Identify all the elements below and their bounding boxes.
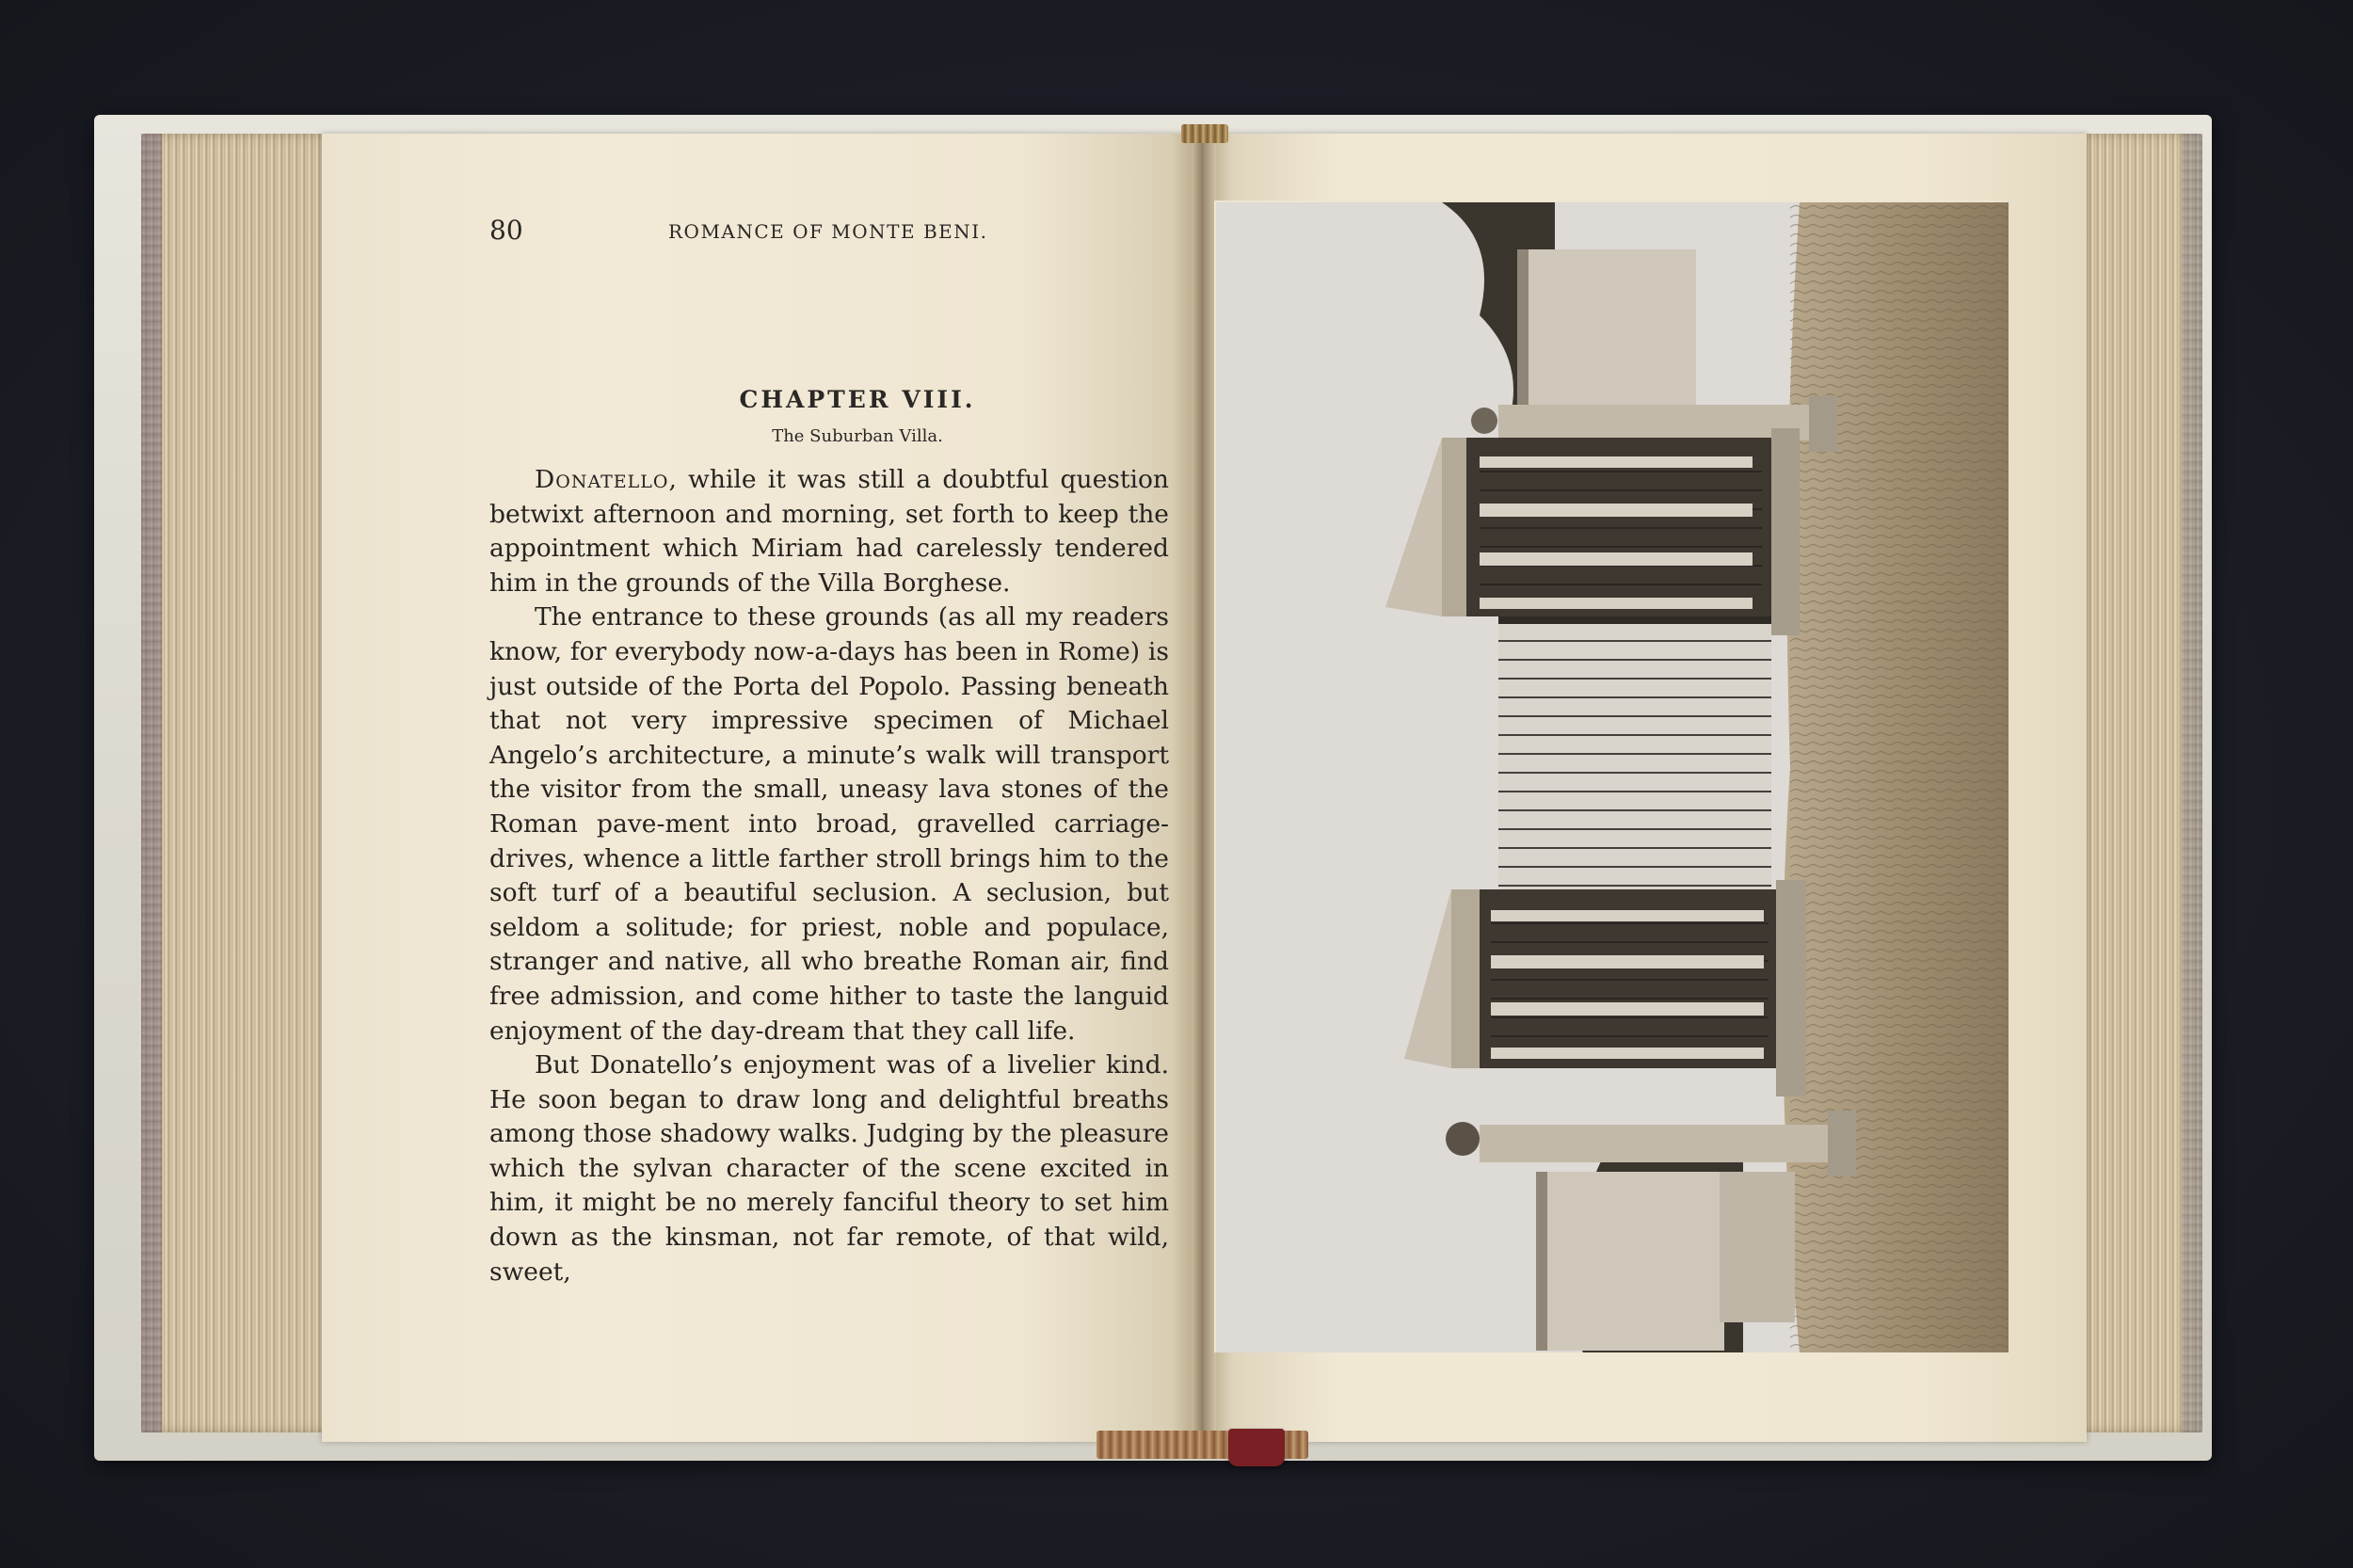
running-head: [489, 207, 1169, 254]
photograph: [1216, 202, 2009, 1352]
paragraph-2: The entrance to these grounds (as all my readers know, for everybody now-a-days has been in Rome) is just outside of the Porta del Popolo. Passing beneath that not very impressive specimen of Michael Angelo’s architecture, a minute’s walk will transport the visitor from the small, uneasy lava stones of the Roman pave-ment into broad, gravelled carriage-drives, whence a little farther stroll brings him to the soft turf of a beautiful seclusion. A seclusion, but seldom a solitude; for priest, noble and populace, stranger and native, all who breathe Roman air, find free admission, and come hither to taste the languid enjoyment of the day-dream that they call life.: [489, 602, 1169, 1046]
page-number: 80: [489, 215, 523, 246]
headband: [1181, 124, 1228, 143]
paragraph-1: [489, 463, 1169, 600]
top-wall: [1517, 249, 1696, 409]
red-bookmark: [1228, 1429, 1285, 1466]
paragraph-3: But Donatello’s enjoyment was of a livelier kind. He soon began to draw long and delightful breaths among those shadowy walks. Judging by the pleasure which the sylvan character of the scene excited in him, it might be no merely fanciful theory to set him down as the kinsman, not far remote, of that wild, sweet,: [489, 1050, 1169, 1287]
running-title: ROMANCE OF MONTE BENI.: [668, 220, 988, 243]
bottom-wall: [1536, 1172, 1724, 1351]
book-gutter: [1192, 134, 1216, 1442]
right-page-edges: [2080, 134, 2202, 1432]
paragraph-text: , while it was still a doubtful question betwixt afternoon and morning, set forth to keep the appointment which Miriam had carelessly tendered him in the grounds of the Villa Borghese.: [489, 465, 1169, 598]
body-text: [489, 463, 1169, 1289]
chapter-subtitle: The Suburban Villa.: [772, 426, 943, 446]
paragraph-lead-word: Donatello: [535, 465, 669, 494]
bottom-pillar: [1480, 1125, 1837, 1162]
gateway-photo-icon: [1216, 202, 2009, 1352]
left-page-edges: [141, 134, 339, 1432]
gravel-path: [1790, 202, 2009, 1352]
left-page-text: [489, 207, 1169, 1289]
top-pillar: [1498, 405, 1818, 440]
chapter-title: CHAPTER VIII.: [739, 386, 976, 413]
